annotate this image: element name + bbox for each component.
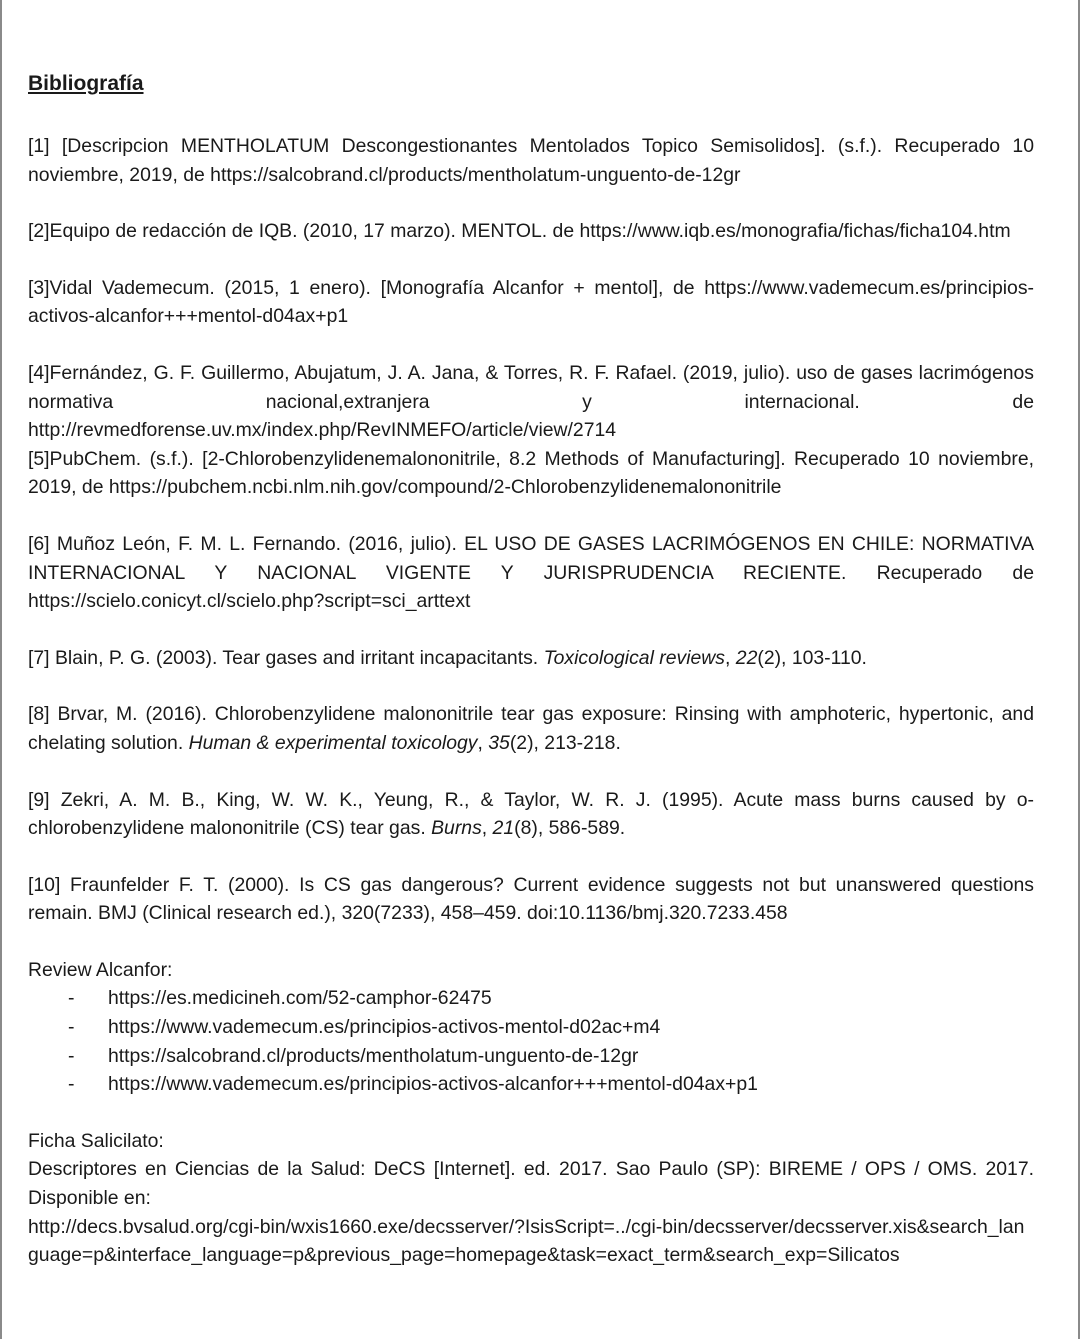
reference-9-pages: (8), 586-589. [514, 817, 626, 840]
reference-8 [28, 700, 1034, 757]
review-link: - https://salcobrand.cl/products/mentholatum-unguento-de-12gr [28, 1042, 1034, 1071]
page-title: Bibliografía [28, 72, 144, 95]
ficha-title: Ficha Salicilato: [28, 1129, 164, 1152]
ficha-citation: Descriptores en Ciencias de la Salud: DeCS [Internet]. ed. 2017. Sao Paulo (SP): BIREME / OPS / OMS. 2017. Disponible en: [28, 1158, 1034, 1210]
ficha-url: http://decs.bvsalud.org/cgi-bin/wxis1660.exe/decsserver/?IsisScript=../cgi-bin/decsserver/decsserver.xis&search_language=p&interface_language=p&previous_page=homepage&task=exact_term&search_exp=Silicatos [28, 1215, 1025, 1267]
reference-7 [28, 644, 1034, 673]
review-link: - https://www.vademecum.es/principios-activos-mentol-d02ac+m4 [28, 1013, 1034, 1042]
reference-8-journal: Human & experimental toxicology [188, 731, 478, 754]
reference-7-sep: , [725, 646, 736, 669]
review-link: - https://www.vademecum.es/principios-activos-alcanfor+++mentol-d04ax+p1 [28, 1070, 1034, 1099]
reference-9 [28, 786, 1034, 843]
review-link-list [28, 984, 1034, 1098]
bibliography-content [28, 66, 1034, 1270]
reference-7-volume: 22 [735, 646, 758, 669]
reference-4: [4]Fernández, G. F. Guillermo, Abujatum, J. A. Jana, & Torres, R. F. Rafael. (2019, julio). uso de gases lacrimógenos normativa nacional,extranjera y internacional. de http://revmedforense.uv.mx/index.php/RevINMEFO/article/view/2714 [28, 361, 1034, 442]
reference-9-authors: [9] Zekri, A. M. B., King, W. W. K., Yeung, R., & Taylor, W. R. J. (1995). Acute mass burns caused by o-chlorobenzylidene malononitrile (CS) tear gas. [28, 788, 1034, 840]
reference-3: [3]Vidal Vademecum. (2015, 1 enero). [Monografía Alcanfor + mentol], de https://www.vademecum.es/principios-activos-alcanfor+++mentol-d04ax+p1 [28, 276, 1034, 328]
reference-8-authors: [8] Brvar, M. (2016). Chlorobenzylidene malononitrile tear gas exposure: Rinsing with amphoteric, hypertonic, and chelating solution. [28, 703, 1034, 754]
reference-7-pages: (2), 103-110. [757, 646, 867, 669]
reference-6: [6] Muñoz León, F. M. L. Fernando. (2016, julio). EL USO DE GASES LACRIMÓGENOS EN CHILE: NORMATIVA INTERNACIONAL Y NACIONAL VIGENTE Y JURISPRUDENCIA RECIENTE. Recuperado de https://scielo.conicyt.cl/scielo.php?script=sci_arttext [28, 532, 1034, 613]
reference-7-authors: [7] Blain, P. G. (2003). Tear gases and irritant incapacitants. [28, 646, 544, 669]
review-link: - https://es.medicineh.com/52-camphor-62475 [28, 984, 1034, 1013]
reference-10: [10] Fraunfelder F. T. (2000). Is CS gas dangerous? Current evidence suggests not but unanswered questions remain. BMJ (Clinical research ed.), 320(7233), 458–459. doi:10.1136/bmj.320.7233.458 [28, 873, 1034, 925]
reference-8-pages: (2), 213-218. [509, 731, 621, 754]
review-title: Review Alcanfor: [28, 958, 173, 981]
reference-7-journal: Toxicological reviews [543, 646, 725, 669]
reference-9-journal: Burns [431, 817, 482, 840]
reference-2: [2]Equipo de redacción de IQB. (2010, 17 marzo). MENTOL. de https://www.iqb.es/monografia/fichas/ficha104.htm [28, 220, 1011, 243]
reference-1: [1] [Descripcion MENTHOLATUM Descongestionantes Mentolados Topico Semisolidos]. (s.f.). Recuperado 10 noviembre, 2019, de https://salcobrand.cl/products/mentholatum-unguento-de-12gr [28, 135, 1034, 186]
reference-9-sep: , [481, 817, 493, 840]
reference-8-sep: , [477, 731, 489, 754]
reference-9-volume: 21 [492, 817, 515, 840]
reference-8-volume: 35 [488, 731, 510, 754]
reference-5: [5]PubChem. (s.f.). [2-Chlorobenzylidenemalononitrile, 8.2 Methods of Manufacturing]. Recuperado 10 noviembre, 2019, de https://pubchem.ncbi.nlm.nih.gov/compound/2-Chlorobenzylidenemalononitrile [28, 447, 1034, 499]
